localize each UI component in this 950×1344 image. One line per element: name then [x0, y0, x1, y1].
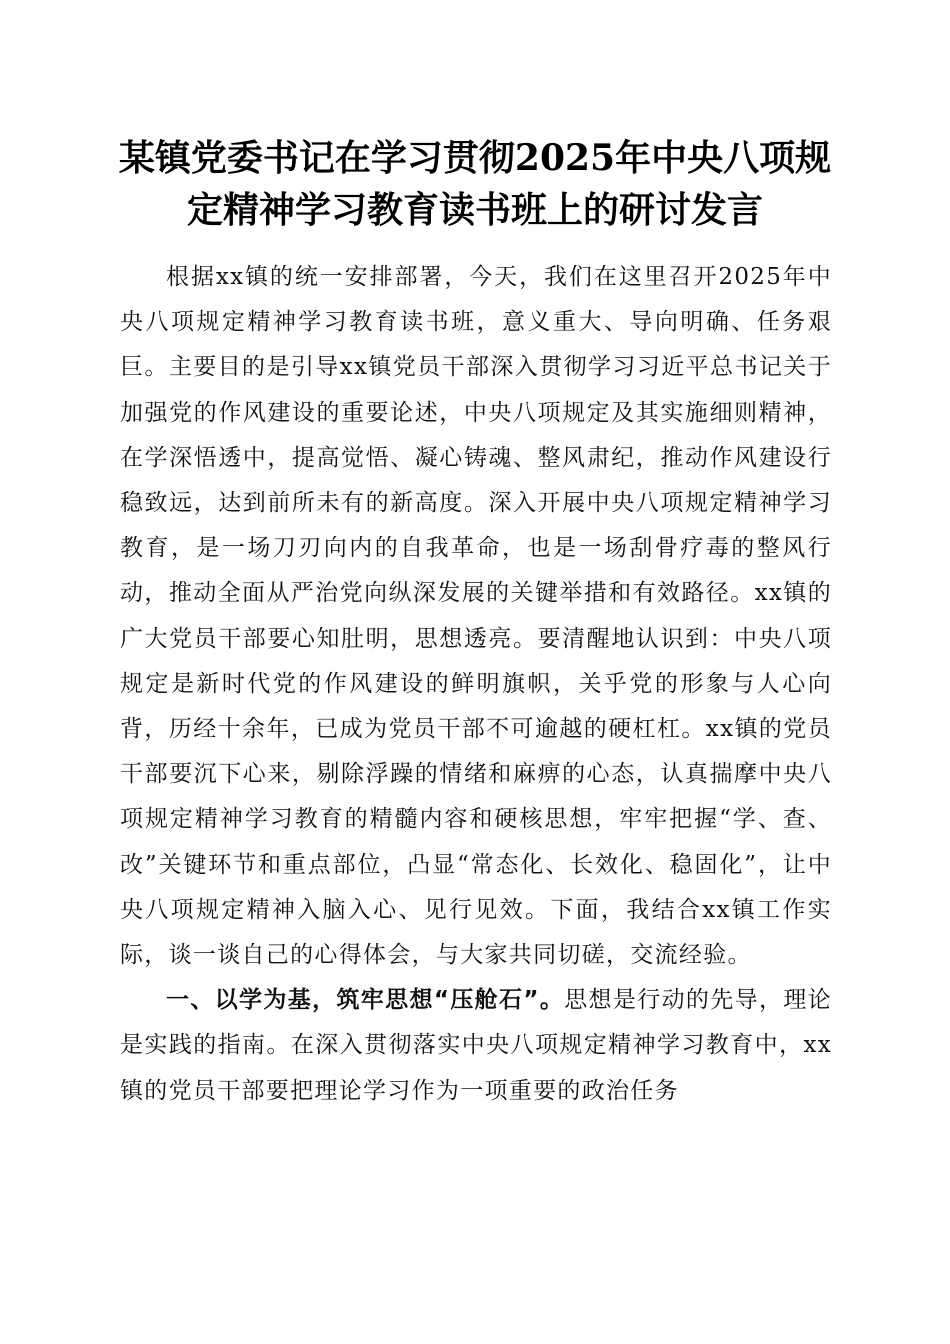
section-1-text: 思想是行动的先导，理论是实践的指南。在深入贯彻落实中央八项规定精神学习教育中，xx镇的党员干部要把理论学习作为一项重要的政治任务: [120, 987, 832, 1104]
intro-paragraph: 根据xx镇的统一安排部署，今天，我们在这里召开2025年中央八项规定精神学习教育读书班，意义重大、导向明确、任务艰巨。主要目的是引导xx镇党员干部深入贯彻学习习近平总书记关于加强党的作风建设的重要论述，中央八项规定及其实施细则精神，在学深悟透中，提高觉悟、凝心铸魂、整风肃纪，推动作风建设行稳致远，达到前所未有的新高度。深入开展中央八项规定精神学习教育，是一场刀刃向内的自我革命，也是一场刮骨疗毒的整风行动，推动全面从严治党向纵深发展的关键举措和有效路径。xx镇的广大党员干部要心知肚明，思想透亮。要清醒地认识到：中央八项规定是新时代党的作风建设的鲜明旗帜，关乎党的形象与人心向背，历经十余年，已成为党员干部不可逾越的硬杠杠。xx镇的党员干部要沉下心来，剔除浮躁的情绪和麻痹的心态，认真揣摩中央八项规定精神学习教育的精髓内容和硬核思想，牢牢把握“学、查、改”关键环节和重点部位，凸显“常态化、长效化、稳固化”，让中央八项规定精神入脑入心、见行见效。下面，我结合xx镇工作实际，谈一谈自己的心得体会，与大家共同切磋，交流经验。: [120, 264, 832, 969]
title-line-1: 某镇党委书记在学习贯彻2025年中央八项规: [118, 137, 832, 179]
document-body: [120, 255, 832, 1114]
title-line-2: 定精神学习教育读书班上的研讨发言: [186, 189, 763, 231]
document-title: [100, 132, 850, 236]
section-1-heading: 一、以学为基，筑牢思想“压舱石”。: [166, 987, 565, 1014]
section-1-paragraph: [120, 978, 832, 1114]
